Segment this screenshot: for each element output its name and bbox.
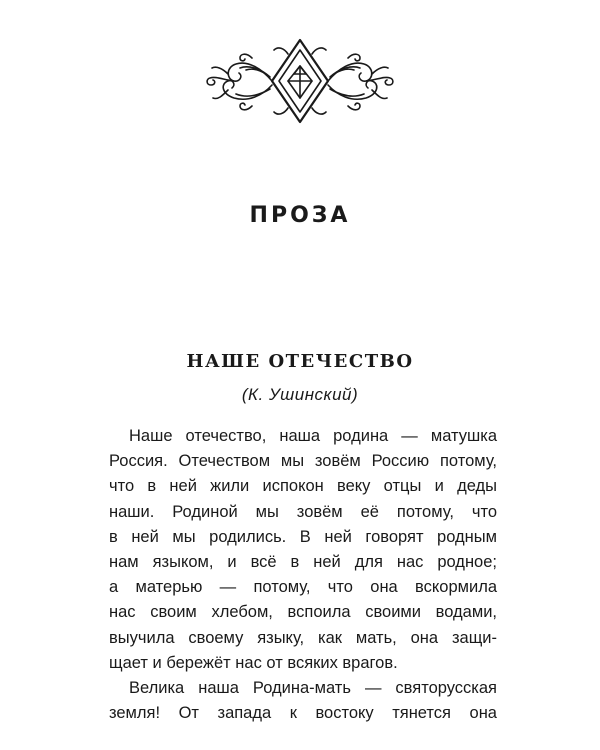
section-title: ПРОЗА <box>249 203 351 228</box>
text-line: Велика наша Родина-мать — святорусская <box>129 679 497 698</box>
text-line: нас своим хлебом, вспоила своими водами, <box>109 603 497 622</box>
text-line: Наше отечество, наша родина — матушка <box>129 427 497 445</box>
text-line: земля! От запада к востоку тянется она <box>109 704 497 723</box>
text-line: что в ней жили испокон веку отцы и деды <box>109 477 497 496</box>
text-line: нам языком, и всё в ней для нас родное; <box>109 553 497 572</box>
baroque-diamond-ornament-icon <box>200 36 400 126</box>
story-title: НАШЕ ОТЕЧЕСТВО <box>186 351 414 372</box>
text-line: выучила своему языку, как мать, она защи- <box>109 628 497 647</box>
text-line: а матерью — потому, что она вскормила <box>109 578 497 597</box>
text-line: щает и бережёт нас от всяких врагов. <box>109 653 398 672</box>
story-body <box>109 424 497 726</box>
story-author: (К. Ушинский) <box>241 385 359 404</box>
story-paragraph <box>109 676 497 726</box>
text-line: Россия. Отечеством мы зовём Россию потому, <box>109 452 497 471</box>
text-line: в ней мы родились. В ней говорят родным <box>109 527 497 546</box>
story-paragraph <box>109 424 497 676</box>
text-line: наши. Родиной мы зовём её потому, что <box>109 502 497 521</box>
